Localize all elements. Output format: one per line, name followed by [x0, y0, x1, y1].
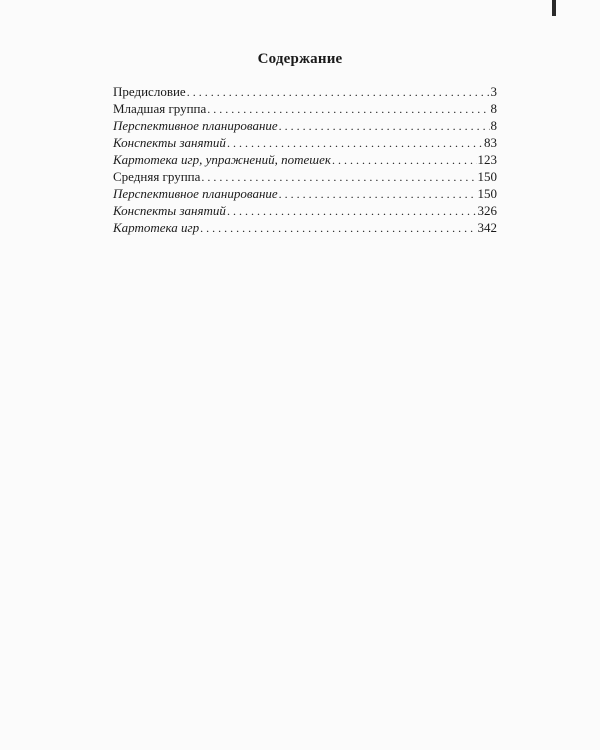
- toc-entry: [113, 101, 497, 118]
- toc-entry-label: Конспекты занятий: [113, 135, 226, 150]
- toc-entry: [113, 118, 497, 135]
- scan-edge-mark: [552, 0, 556, 16]
- toc-leader-dots: [201, 170, 476, 185]
- toc-entry-label: Перспективное планирование: [113, 118, 278, 133]
- toc-entry-page: 150: [477, 169, 497, 184]
- toc-entry-page: 342: [477, 220, 497, 235]
- toc-leader-dots: [200, 221, 476, 236]
- toc-entry: [113, 169, 497, 186]
- toc-entry: [113, 186, 497, 203]
- toc-leader-dots: [332, 153, 477, 168]
- toc-leader-dots: [227, 136, 483, 151]
- toc-leader-dots: [207, 102, 489, 117]
- table-of-contents: [113, 84, 497, 237]
- toc-entry: [113, 203, 497, 220]
- toc-entry-page: 8: [490, 118, 497, 133]
- toc-entry-label: Конспекты занятий: [113, 203, 226, 218]
- toc-entry-page: 123: [477, 152, 497, 167]
- toc-entry-page: 150: [477, 186, 497, 201]
- toc-entry-page: 3: [490, 84, 497, 99]
- toc-entry: [113, 84, 497, 101]
- page-title: Содержание: [257, 51, 343, 67]
- toc-leader-dots: [279, 119, 490, 134]
- toc-entry: [113, 135, 497, 152]
- toc-leader-dots: [227, 204, 477, 219]
- toc-entry-label: Перспективное планирование: [113, 186, 278, 201]
- toc-leader-dots: [187, 85, 490, 100]
- toc-leader-dots: [279, 187, 477, 202]
- toc-entry-label: Картотека игр, упражнений, потешек: [113, 152, 331, 167]
- toc-entry: [113, 220, 497, 237]
- toc-entry-page: 8: [490, 101, 497, 116]
- toc-entry-label: Младшая группа: [113, 101, 207, 116]
- toc-entry-label: Средняя группа: [113, 169, 201, 184]
- toc-entry-label: Картотека игр: [113, 220, 200, 235]
- toc-entry-page: 83: [484, 135, 497, 150]
- toc-entry-page: 326: [477, 203, 497, 218]
- toc-entry-label: Предисловие: [113, 84, 186, 99]
- toc-entry: [113, 152, 497, 169]
